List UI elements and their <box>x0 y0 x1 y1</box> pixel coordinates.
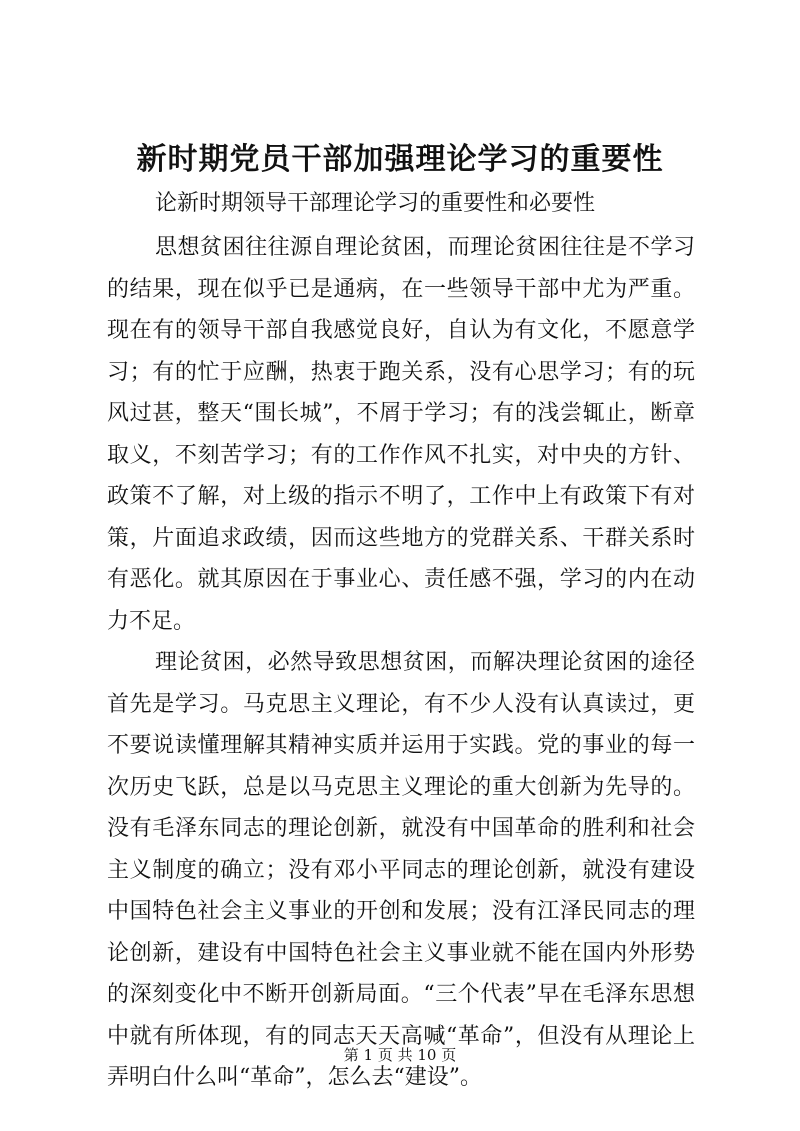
body-paragraph-1: 思想贫困往往源自理论贫困，而理论贫困往往是不学习的结果，现在似乎已是通病，在一些领导干部中尤为严重。现在有的领导干部自我感觉良好，自认为有文化，不愿意学习；有的忙于应酬，热衷于跑关系，没有心思学习；有的玩风过甚，整天“围长城”，不屑于学习；有的浅尝辄止，断章取义，不刻苦学习；有的工作作风不扎实，对中央的方针、政策不了解，对上级的指示不明了，工作中上有政策下有对策，片面追求政绩，因而这些地方的党群关系、干群关系时有恶化。就其原因在于事业心、责任感不强，学习的内在动力不足。 <box>107 235 695 634</box>
document-subtitle: 论新时期领导干部理论学习的重要性和必要性 <box>155 191 596 216</box>
body-paragraph-2: 理论贫困，必然导致思想贫困，而解决理论贫困的途径首先是学习。马克思主义理论，有不少人没有认真读过，更不要说读懂理解其精神实质并运用于实践。党的事业的每一次历史飞跃，总是以马克思主义理论的重大创新为先导的。没有毛泽东同志的理论创新，就没有中国革命的胜利和社会主义制度的确立；没有邓小平同志的理论创新，就没有建设中国特色社会主义事业的开创和发展；没有江泽民同志的理论创新，建设有中国特色社会主义事业就不能在国内外形势的深刻变化中不断开创新局面。“三个代表”早在毛泽东思想中就有所体现，有的同志天天高喊“革命”，但没有从理论上弄明白什么叫“革命”，怎么去“建设”。 <box>107 650 695 1090</box>
document-body <box>107 227 695 1099</box>
page-footer: 第 1 页 共 10 页 <box>343 1046 457 1064</box>
document-title: 新时期党员干部加强理论学习的重要性 <box>136 142 664 177</box>
